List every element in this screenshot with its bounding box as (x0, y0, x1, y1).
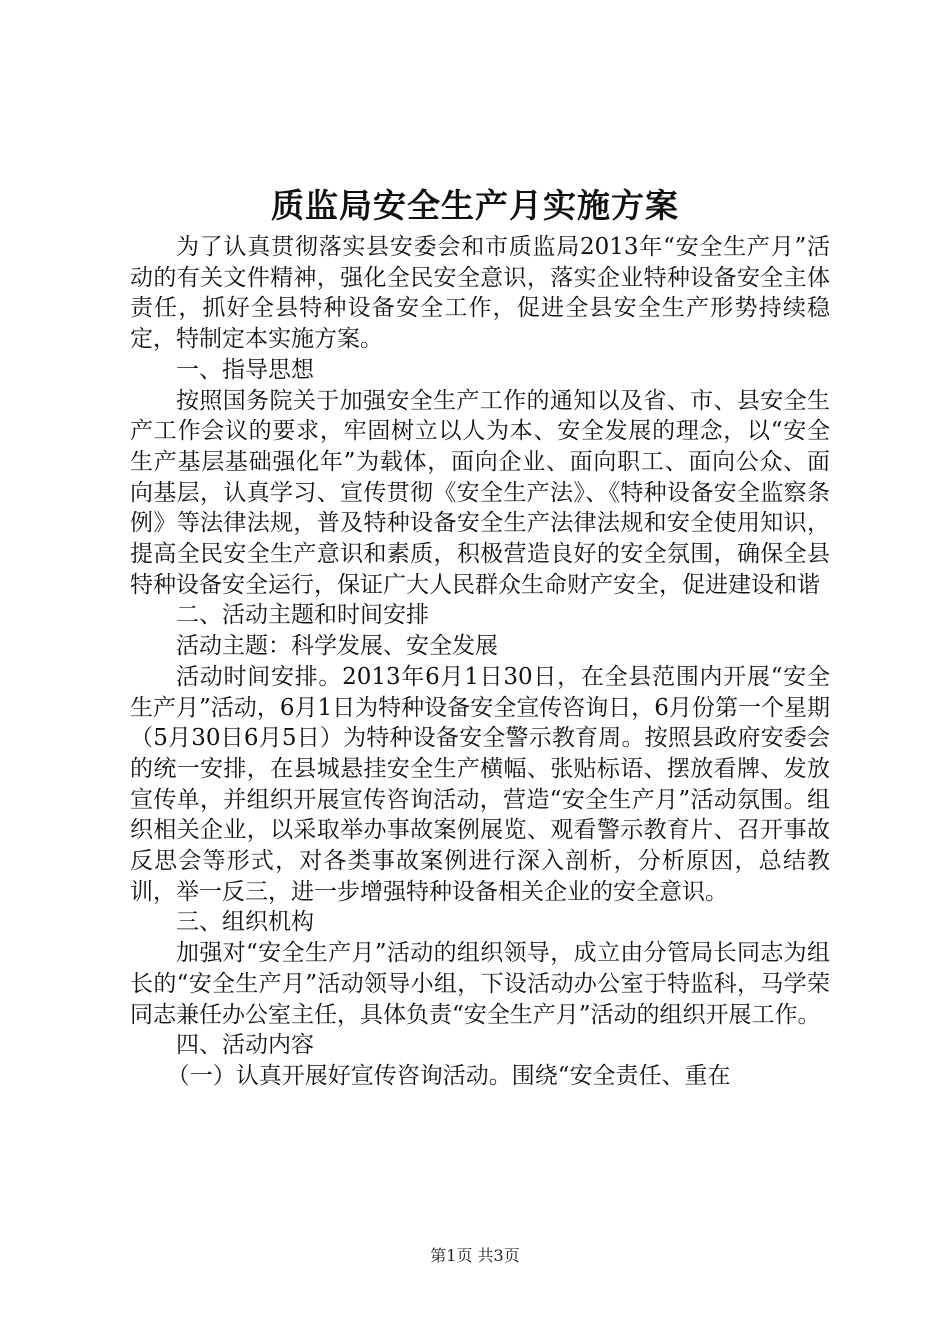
heading-activity-content: 四、活动内容 (176, 1032, 314, 1059)
heading-theme-and-schedule: 二、活动主题和时间安排 (176, 602, 429, 629)
page-number-footer: 第1页 共3页 (430, 1246, 520, 1265)
heading-organization: 三、组织机构 (176, 909, 314, 936)
paragraph-guiding-ideology: 按照国务院关于加强安全生产工作的通知以及省、市、县安全生产工作会议的要求，牢固树立以人为本、安全发展的理念，以“安全生产基层基础强化年”为载体，面向企业、面向职工、面向公众、面向基层，认真学习、宣传贯彻《安全生产法》、《特种设备安全监察条例》等法律法规，普及特种设备安全生产法律法规和安全使用知识，提高全民安全生产意识和素质，积极营造良好的安全氛围，确保全县特种设备安全运行，保证广大人民群众生命财产安全，促进建设和谐 (130, 387, 830, 598)
paragraph-activity-schedule: 活动时间安排。2013年6月1日30日，在全县范围内开展“安全生产月”活动，6月1日为特种设备安全宣传咨询日，6月份第一个星期（5月30日6月5日）为特种设备安全警示教育周。按照县政府安委会的统一安排，在县城悬挂安全生产横幅、张贴标语、摆放看牌、发放宣传单，并组织开展宣传咨询活动，营造“安全生产月”活动氛围。组织相关企业，以采取举办事故案例展览、观看警示教育片、召开事故反思会等形式，对各类事故案例进行深入剖析，分析原因，总结教训，举一反三，进一步增强特种设备相关企业的安全意识。 (130, 663, 830, 905)
heading-guiding-ideology: 一、指导思想 (176, 356, 314, 383)
document-title: 质监局安全生产月实施方案 (271, 186, 679, 225)
paragraph-activity-content-1: （一）认真开展好宣传咨询活动。围绕“安全责任、重在 (166, 1062, 731, 1089)
paragraph-organization: 加强对“安全生产月”活动的组织领导，成立由分管局长同志为组长的“安全生产月”活动领导小组，下设活动办公室于特监科，马学荣同志兼任办公室主任，具体负责“安全生产月”活动的组织开展工作。 (130, 940, 830, 1028)
paragraph-activity-theme: 活动主题：科学发展、安全发展 (176, 633, 498, 660)
document-body (130, 232, 830, 1092)
paragraph-intro: 为了认真贯彻落实县安委会和市质监局2013年“安全生产月”活动的有关文件精神，强化全民安全意识，落实企业特种设备安全主体责任，抓好全县特种设备安全工作，促进全县安全生产形势持续稳定，特制定本实施方案。 (130, 234, 830, 353)
